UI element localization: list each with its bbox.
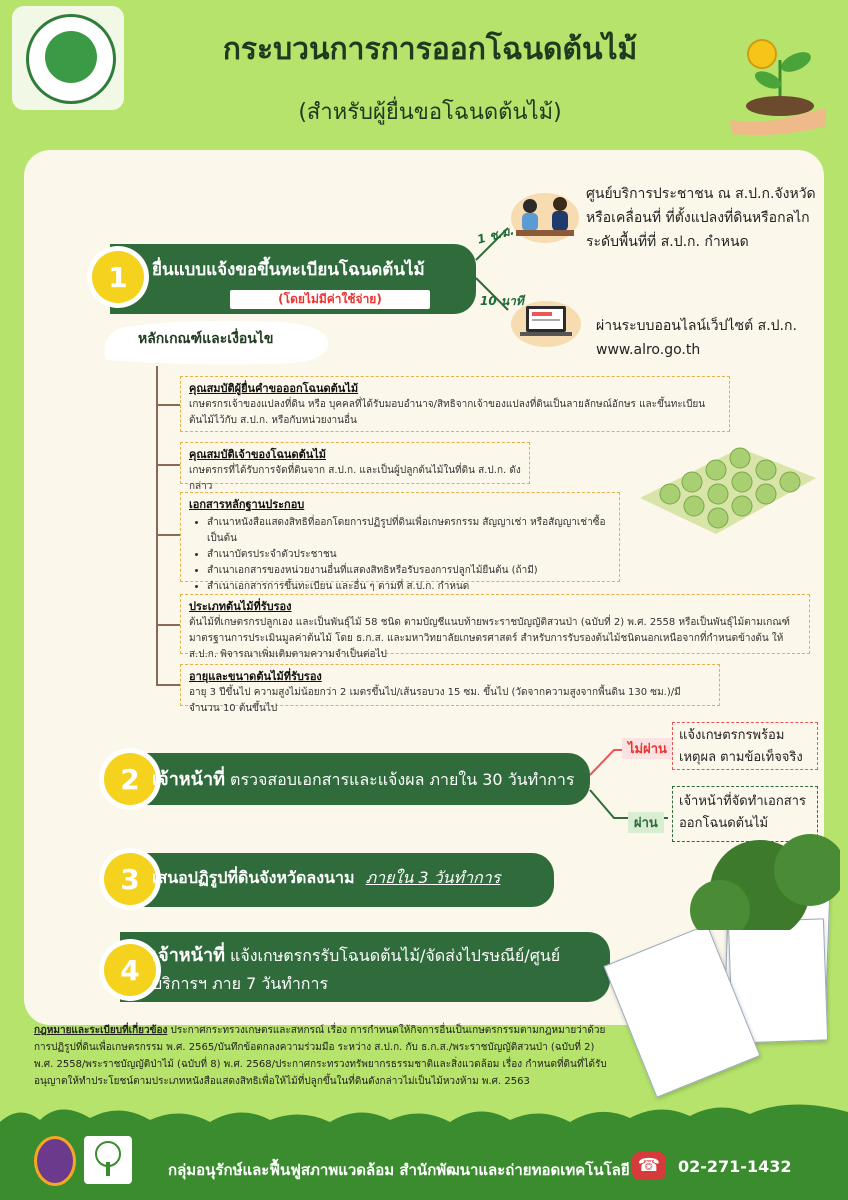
criteria-branch: [156, 624, 180, 626]
criteria-box-tree-types: [180, 594, 810, 660]
step2-number: 2: [104, 753, 156, 805]
pass-result: เจ้าหน้าที่จัดทำเอกสาร ออกโฉนดต้นไม้: [672, 786, 818, 842]
channel2-text: [596, 314, 816, 362]
step4-text-group: [152, 942, 602, 998]
criteria-title: คุณสมบัติผู้ยื่นคำขอออกโฉนดต้นไม้: [189, 382, 359, 395]
step2-text: ตรวจสอบเอกสารและแจ้งผล ภายใน 30 วันทำการ: [230, 770, 575, 789]
pass-label: ผ่าน: [628, 812, 664, 833]
tree-deed-logo: [84, 1136, 132, 1184]
broccoli-field-illustration: [640, 438, 816, 538]
criteria-heading: หลักเกณฑ์และเงื่อนไข: [138, 331, 274, 347]
fail-result: แจ้งเกษตรกรพร้อมเหตุผล ตามข้อเท็จจริง: [672, 722, 818, 770]
fail-label: ไม่ผ่าน: [622, 738, 673, 759]
criteria-body: ต้นไม้ที่เกษตรกรปลูกเอง และเป็นพันธุ์ไม้ 58 ชนิด ตามบัญชีแนบท้ายพระราชบัญญัติสวนป่า (ฉบับที่ 2) พ.ศ. 2558 หรือเป็นพันธุ์ไม้ตามเกณฑ์มาตรฐานการประเมินมูลค่าต้นไม้ โดย ธ.ก.ส. และมหาวิทยาลัยเกษตรศาสตร์ สำหรับการรับรองต้นไม้ชนิดนอกเหนือจากที่กำหนดข้างต้น ให้ ส.ป.ก. พิจารณาเพิ่มเติมตามความจำเป็นต่อไป: [189, 617, 790, 660]
criteria-branch: [156, 534, 180, 536]
alro-logo: [12, 6, 124, 110]
step2-text-group: [152, 764, 592, 793]
criteria-body: เกษตรกรที่ได้รับการจัดที่ดินจาก ส.ป.ก. และเป็นผู้ปลูกต้นไม้ในที่ดิน ส.ป.ก. ดังกล่าว: [189, 465, 521, 492]
list-item: • สำเนาเอกสารของหน่วยงานอื่นที่แสดงสิทธิหรือรับรองการปลูกไม้ยืนต้น (ถ้ามี): [207, 563, 611, 579]
online-laptop-icon: [510, 298, 582, 348]
footer-org: กลุ่มอนุรักษ์และฟื้นฟูสภาพแวดล้อม สำนักพัฒนาและถ่ายทอดเทคโนโลยี: [168, 1161, 630, 1179]
phone-icon: ☎: [632, 1152, 666, 1180]
documents-list: [189, 515, 611, 595]
step3-title: เสนอปฏิรูปที่ดินจังหวัดลงนาม: [152, 868, 355, 887]
step4-text: แจ้งเกษตรกรรับโฉนดต้นไม้/จัดส่งไปรษณีย์/ศูนย์บริการฯ ภาย 7 วันทำการ: [152, 946, 561, 993]
page-title: กระบวนการการออกโฉนดต้นไม้: [222, 32, 638, 67]
criteria-branch: [156, 404, 180, 406]
service-counter-icon: [510, 188, 580, 244]
criteria-branch: [156, 684, 180, 686]
list-item: • สำเนาเอกสารการขึ้นทะเบียน และอื่น ๆ ตามที่ ส.ป.ก. กำหนด: [207, 579, 611, 595]
step3-number: 3: [104, 853, 156, 905]
criteria-box-applicant: [180, 376, 730, 432]
plant-coin-icon: [722, 30, 832, 140]
criteria-tree-line: [156, 366, 158, 686]
criteria-branch: [156, 464, 180, 466]
channel2-label: ผ่านระบบออนไลน์เว็ปไซต์ ส.ป.ก.: [596, 318, 797, 334]
criteria-body: เกษตรกรเจ้าของแปลงที่ดิน หรือ บุคคลที่ได้รับมอบอำนาจ/สิทธิจากเจ้าของแปลงที่ดินเป็นลายลักษณ์อักษร และขึ้นทะเบียนต้นไม้ไว้กับ ส.ป.ก. หรือกับหน่วยงานอื่น: [189, 399, 706, 426]
step1-title: ยื่นแบบแจ้งขอขึ้นทะเบียนโฉนดต้นไม้: [152, 260, 425, 280]
step1-number: 1: [92, 251, 144, 303]
tree-deed-documents-illustration: [610, 920, 810, 1090]
channel1-duration: 1 ช.ม.: [475, 223, 516, 247]
criteria-box-owner: [180, 442, 530, 492]
channel2-duration: 10 นาที: [480, 294, 524, 308]
list-item: • สำเนาหนังสือแสดงสิทธิที่ออกโดยการปฏิรูปที่ดินเพื่อเกษตรกรรม สัญญาเช่า หรือสัญญาเช่าซื้อ เป็นต้น: [207, 515, 611, 547]
related-laws: [34, 1022, 614, 1090]
criteria-body: อายุ 3 ปีขึ้นไป ความสูงไม่น้อยกว่า 2 เมตรขึ้นไป/เส้นรอบวง 15 ซม. ขึ้นไป (วัดจากความสูงจากพื้นดิน 130 ซม.)/มีจำนวน 10 ต้นขึ้นไป: [189, 687, 681, 714]
page-subtitle: (สำหรับผู้ยื่นขอโฉนดต้นไม้): [298, 100, 562, 125]
laws-text: ประกาศกระทรวงเกษตรและสหกรณ์ เรื่อง การกำหนดให้กิจการอื่นเป็นเกษตรกรรมตามกฎหมายว่าด้วยการปฏิรูปที่ดินเพื่อเกษตรกรรม พ.ศ. 2565/บันทึกข้อตกลงความร่วมมือ ระหว่าง ส.ป.ก. กับ ธ.ก.ส./พระราชบัญญัติสวนป่า (ฉบับที่ 2) พ.ศ. 2558/พระราชบัญญัติป่าไม้ (ฉบับที่ 8) พ.ศ. 2568/ประกาศกระทรวงทรัพยากรธรรมชาติและสิ่งแวดล้อม เรื่อง กำหนดที่ดินที่ได้รับอนุญาตให้ทำประโยชน์ตามประเภทหนังสือแสดงสิทธิเพื่อให้ไม้ที่ปลูกขึ้นในที่ดินดังกล่าวไม่เป็นไม้หวงห้าม พ.ศ. 2563: [34, 1025, 607, 1087]
list-item: • สำเนาบัตรประจำตัวประชาชน: [207, 547, 611, 563]
laws-heading: กฎหมายและระเบียบที่เกี่ยวข้อง: [34, 1025, 168, 1036]
criteria-title: อายุและขนาดต้นไม้ที่รับรอง: [189, 670, 322, 683]
channel2-url[interactable]: www.alro.go.th: [596, 342, 701, 358]
footer-phone[interactable]: 02-271-1432: [678, 1157, 792, 1176]
channel1-text: ศูนย์บริการประชาชน ณ ส.ป.ก.จังหวัด หรือเคลื่อนที่ ที่ตั้งแปลงที่ดินหรือกลไก ระดับพื้นที่ที่ ส.ป.ก. กำหนด: [586, 186, 816, 250]
step4-title: เจ้าหน้าที่: [152, 945, 225, 966]
criteria-title: เอกสารหลักฐานประกอบ: [189, 498, 305, 511]
criteria-box-tree-age: [180, 664, 720, 714]
step3-text: ภายใน 3 วันทำการ: [365, 868, 501, 887]
criteria-title: คุณสมบัติเจ้าของโฉนดต้นไม้: [189, 448, 327, 461]
ministry-logo: [34, 1136, 76, 1186]
step3-text-group: [152, 866, 552, 891]
step1-note: (โดยไม่มีค่าใช้จ่าย): [230, 290, 430, 309]
criteria-box-documents: [180, 492, 620, 592]
criteria-title: ประเภทต้นไม้ที่รับรอง: [189, 600, 292, 613]
step2-title: เจ้าหน้าที่: [152, 769, 225, 790]
step4-number: 4: [104, 944, 156, 996]
